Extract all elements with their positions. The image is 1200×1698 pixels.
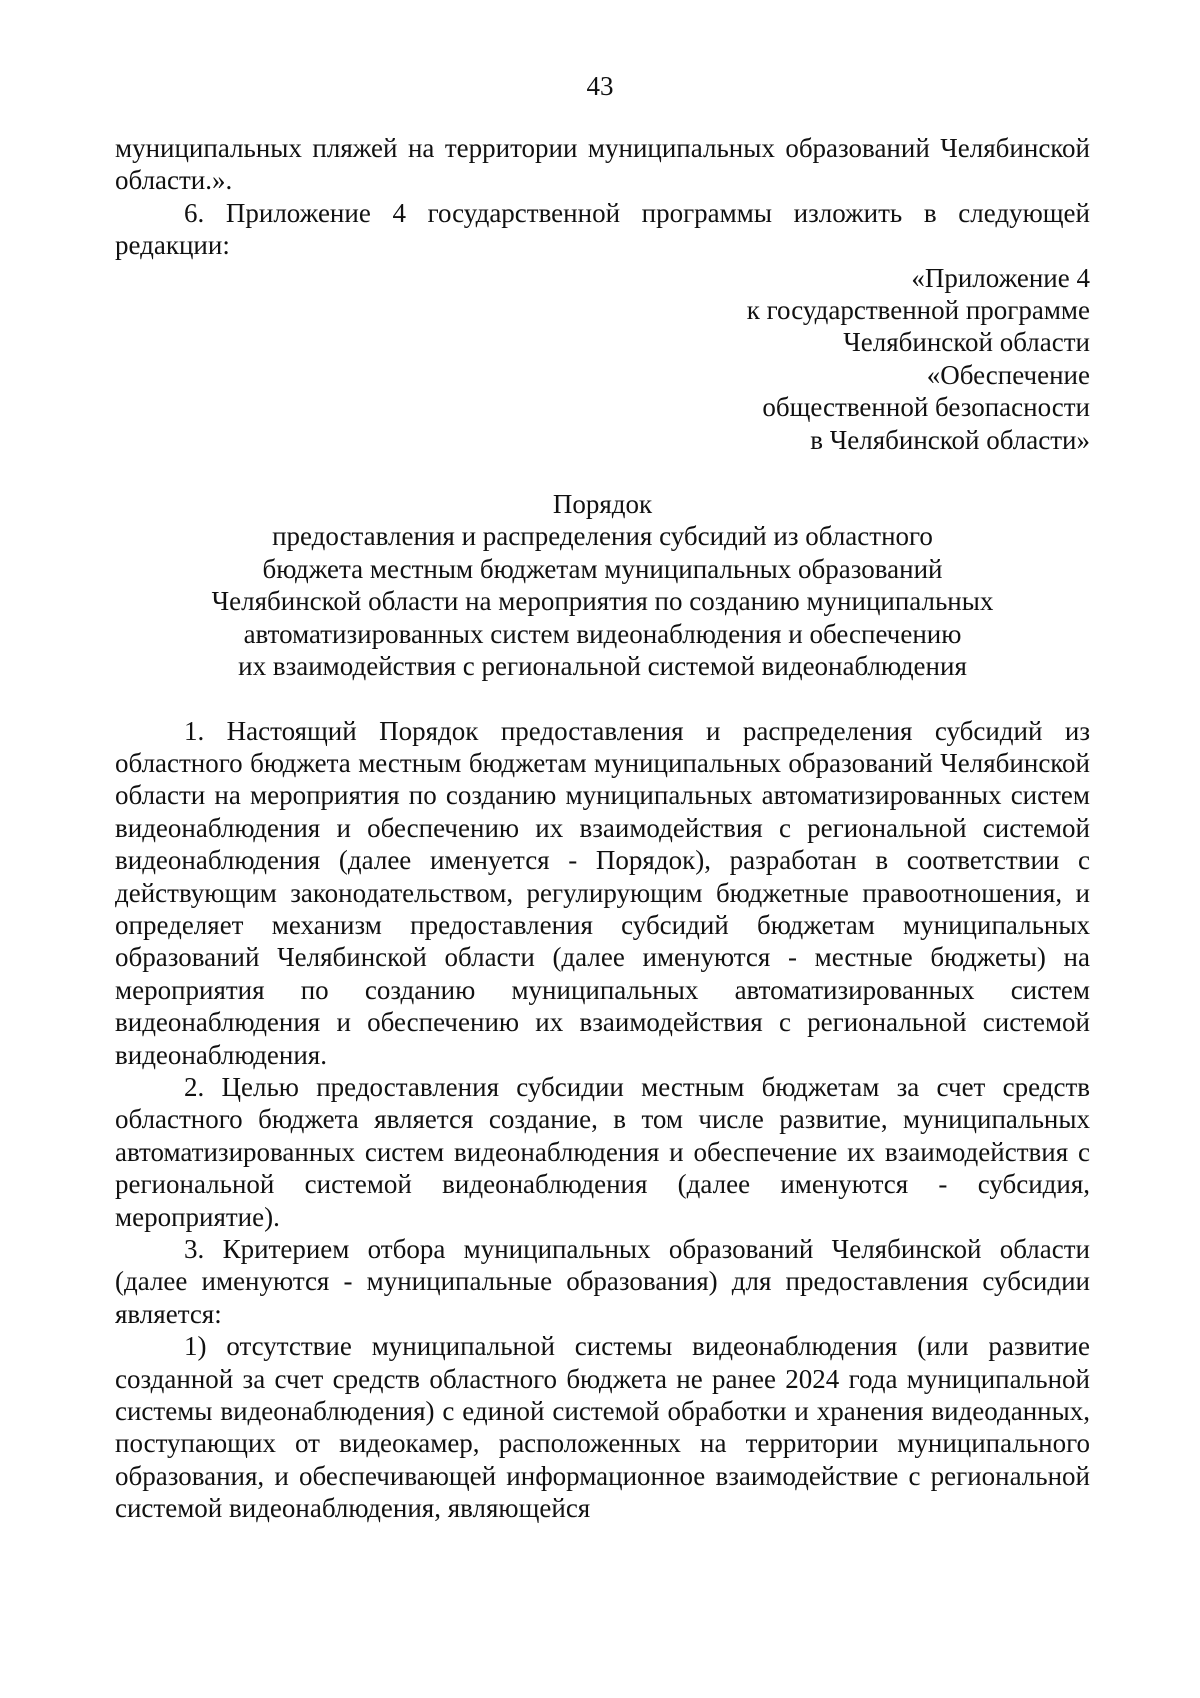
appendix-label-line: «Приложение 4 xyxy=(911,262,1090,293)
appendix-label-line: к государственной программе xyxy=(746,295,1090,326)
title-line: Порядок xyxy=(552,489,653,520)
paragraph-2: 2. Целью предоставления субсидии местным бюджетам за счет средств областного бюджета является создание, в том числе развитие, муниципальных автоматизированных систем видеонаблюдения и обеспечение их взаимодействия с региональной системой видеонаблюдения (далее именуются - субсидия, мероприятие). xyxy=(115,1071,1090,1232)
spacer xyxy=(115,683,1090,715)
appendix-label-line: в Челябинской области» xyxy=(810,424,1090,455)
spacer xyxy=(115,456,1090,488)
appendix-label-line: «Обеспечение xyxy=(926,359,1090,390)
title-line: предоставления и распределения субсидий из областного xyxy=(272,521,933,552)
title-line: Челябинской области на мероприятия по созданию муниципальных xyxy=(211,586,994,617)
appendix-label-line: Челябинской области xyxy=(843,327,1090,358)
appendix-label xyxy=(115,262,1090,456)
continuation-paragraph: муниципальных пляжей на территории муниципальных образований Челябинской области.». xyxy=(115,133,1090,196)
title-line: бюджета местным бюджетам муниципальных образований xyxy=(262,553,943,584)
paragraph-3-subitem-1: 1) отсутствие муниципальной системы видеонаблюдения (или развитие созданной за счет средств областного бюджета не ранее 2024 года муниципальной системы видеонаблюдения) с единой системой обработки и хранения видеоданных, поступающих от видеокамер, расположенных на территории муниципального образования, и обеспечивающей информационное взаимодействие с региональной системой видеонаблюдения, являющейся xyxy=(115,1331,1090,1524)
document-body xyxy=(115,132,1090,1525)
title-line: автоматизированных систем видеонаблюдения и обеспечению xyxy=(243,618,962,649)
page-number: 43 xyxy=(586,71,614,101)
paragraph-3: 3. Критерием отбора муниципальных образований Челябинской области (далее именуются - муниципальные образования) для предоставления субсидии является: xyxy=(115,1234,1090,1329)
title-line: их взаимодействия с региональной системой видеонаблюдения xyxy=(238,651,967,682)
appendix-label-line: общественной безопасности xyxy=(762,392,1090,423)
item-6-paragraph: 6. Приложение 4 государственной программы изложить в следующей редакции: xyxy=(115,197,1090,261)
paragraph-1: 1. Настоящий Порядок предоставления и распределения субсидий из областного бюджета местным бюджетам муниципальных образований Челябинской области на мероприятия по созданию муниципальных автоматизированных систем видеонаблюдения и обеспечению их взаимодействия с региональной системой видеонаблюдения (далее именуется - Порядок), разработан в соответствии с действующим законодательством, регулирующим бюджетные правоотношения, и определяет механизм предоставления субсидий бюджетам муниципальных образований Челябинской области (далее именуются - местные бюджеты) на мероприятия по созданию муниципальных автоматизированных систем видеонаблюдения и обеспечению их взаимодействия с региональной системой видеонаблюдения. xyxy=(115,715,1090,1070)
document-title xyxy=(115,488,1090,682)
